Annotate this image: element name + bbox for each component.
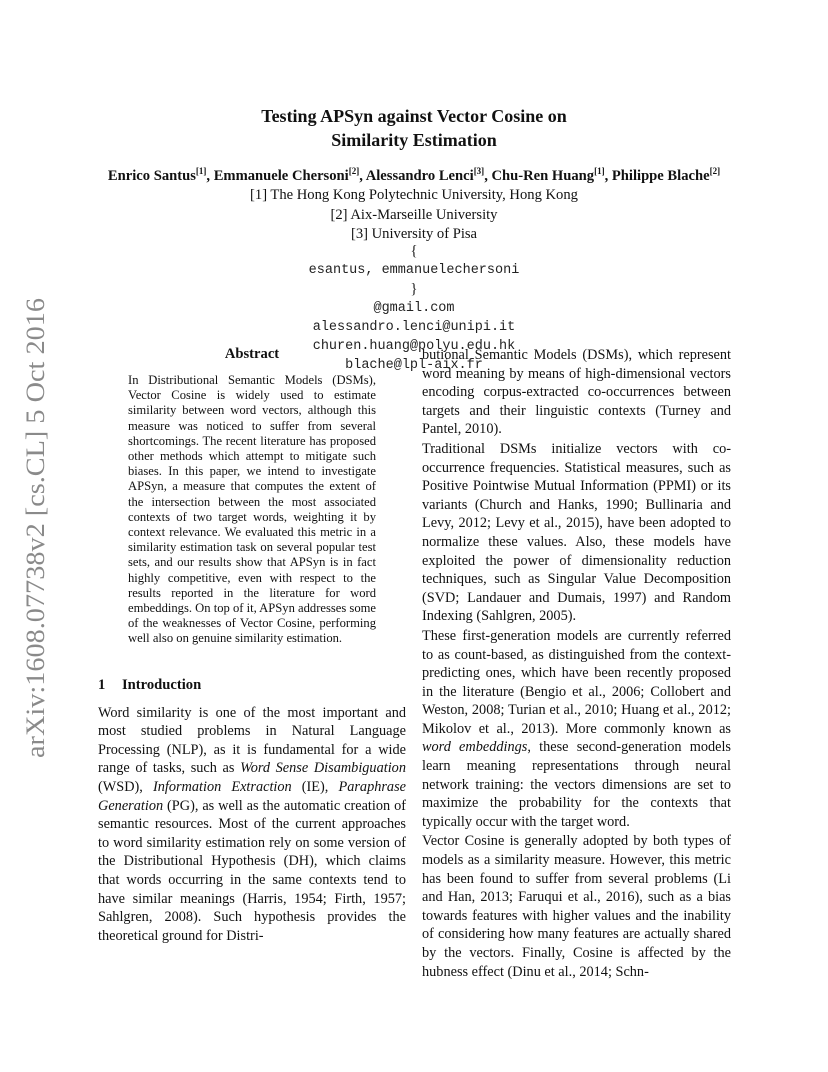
section-number: 1 — [98, 676, 106, 693]
email-line: churen.huang@polyu.edu.hk — [312, 339, 516, 354]
paper-title — [0, 104, 828, 152]
italic-term: Word Sense Disambiguation — [240, 760, 406, 777]
intro-paragraph-1-part-a: Word similarity is one of the most important and most studied problems in Natural Language Processing (NLP), as it is fundamental for a wide range of tasks, such as Word Sense Disambiguation (WSD), Information Extraction (IE), Paraphrase Generation (PG), as well as the automatic creation of semantic resources. Most of the current approaches to word similarity estimation rely on some version of the Distributional Hypothesis (DH), which claims that words occurring in the same contexts tend to have similar meanings (Harris, 1954; Firth, 1957; Sahlgren, 2008). Such hypothesis provides the theoretical ground for Distri- — [98, 704, 406, 944]
affiliation-list — [0, 186, 828, 245]
abstract-heading: Abstract — [224, 346, 280, 362]
author-list — [0, 166, 828, 185]
email-line: { esantus, emmanuelechersoni } @gmail.com — [308, 243, 520, 316]
section-title: Introduction — [122, 676, 202, 693]
left-column — [98, 346, 406, 945]
title-line-1: Testing APSyn against Vector Cosine on — [261, 106, 567, 126]
italic-term: Paraphrase Generation — [98, 779, 406, 814]
italic-term: Information Extraction — [152, 779, 292, 796]
intro-paragraph-3: These first-generation models are currently referred to as count-based, as distinguished from the context-predicting ones, which have been recently proposed in the literature (Bengio et al., 2006; Collobert and Weston, 2008; Turian et al., 2010; Huang et al., 2012; Mikolov et al., 2013). More commonly known as word embeddings, these second-generation models learn meaning representations through neural network training: the vectors dimensions are set to maximize the probability for the contexts that typically occur with the target word. — [422, 627, 731, 830]
affiliation: [2] Aix-Marseille University — [330, 206, 498, 223]
author: Philippe Blache[2] — [611, 166, 721, 184]
title-line-2: Similarity Estimation — [331, 130, 497, 150]
abstract-text: In Distributional Semantic Models (DSMs), Vector Cosine is widely used to estimate similarity between word vectors, although this measure was noticed to suffer from several shortcomings. The recent literature has proposed other methods which attempt to mitigate such biases. In this paper, we intend to investigate APSyn, a measure that computes the extent of the intersection between the most associated contexts of two target words, weighting it by context relevance. We evaluated this metric in a similarity estimation task on several popular test sets, and our results show that APSyn is in fact highly competitive, even with respect to the results reported in the literature for word embeddings. On top of it, APSyn addresses some of the weaknesses of Vector Cosine, performing well also on genuine similarity estimation. — [128, 373, 377, 646]
italic-term: word embeddings — [422, 739, 528, 756]
author: Chu-Ren Huang[1], — [491, 166, 612, 184]
intro-paragraph-2: Traditional DSMs initialize vectors with co-occurrence frequencies. Statistical measures, such as Positive Pointwise Mutual Information (PPMI) or its variants (Church and Hanks, 1990; Bullinaria and Levy, 2012; Levy et al., 2015), have been adopted to normalize these values. Also, these models have exploited the power of dimensionality reduction techniques, such as Singular Value Decomposition (SVD; Landauer and Dumais, 1997) and Random Indexing (Sahlgren, 2005). — [422, 440, 731, 625]
email-line: alessandro.lenci@unipi.it — [312, 320, 516, 335]
affiliation: [3] University of Pisa — [350, 226, 478, 242]
section-heading-introduction — [98, 677, 406, 694]
intro-paragraph-4: Vector Cosine is generally adopted by both types of models as a similarity measure. However, this metric has been found to suffer from several problems (Li and Han, 2013; Faruqui et al., 2016), such as a bias towards features with higher values and the inability of considering how many features are actually shared by the vectors. Finally, Cosine is affected by the hubness effect (Dinu et al., 2014; Schn- — [422, 833, 731, 980]
email-line: blache@lpl-aix.fr — [345, 358, 483, 373]
affiliation: [1] The Hong Kong Polytechnic University, Hong Kong — [250, 187, 578, 203]
arxiv-stamp-text: arXiv:1608.07738v2 [cs.CL] 5 Oct 2016 — [21, 334, 50, 758]
right-column — [422, 346, 731, 981]
author: Alessandro Lenci[3], — [365, 166, 492, 184]
author: Enrico Santus[1], — [107, 166, 214, 184]
author: Emmanuele Chersoni[2], — [213, 166, 366, 184]
intro-paragraph-1-part-b: butional Semantic Models (DSMs), which represent word meaning by means of high-dimensional vectors encoding corpus-extracted co-occurrences between targets and their linguistic contexts (Turney and Pantel, 2010). — [422, 347, 731, 438]
